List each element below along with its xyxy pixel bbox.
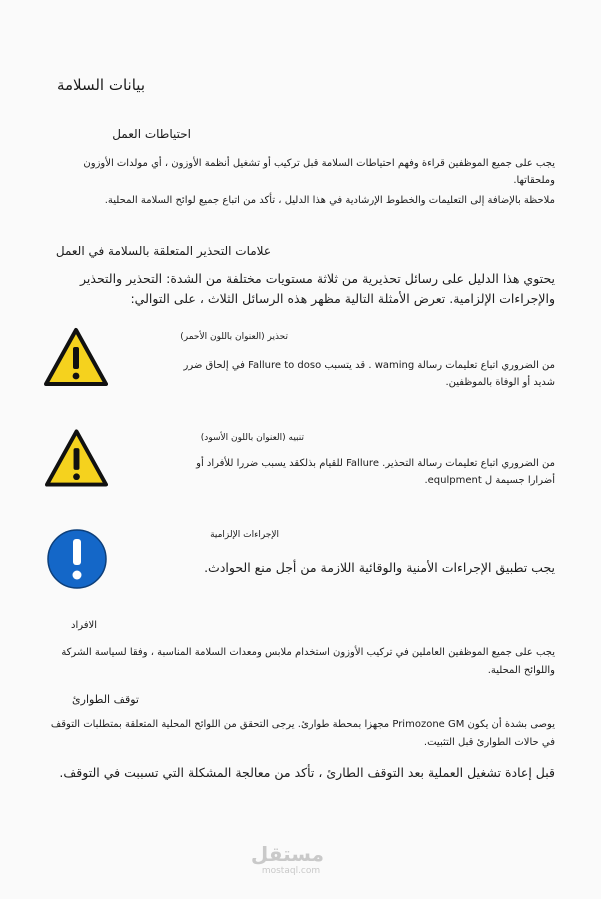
mandatory-action-icon (46, 528, 108, 590)
personnel-paragraph: يجب على جميع الموظفين العاملين في تركيب الأوزون استخدام ملابس ومعدات السلامة المناسبة ، وفقا لسياسة الشركة واللوائح المحلية. (61, 647, 555, 676)
section-heading-work-precautions: احتياطات العمل (112, 127, 191, 141)
warning-caption: تحذير (العنوان باللون الأحمر) (180, 332, 288, 342)
emergency-stop-paragraph: يوصى بشدة أن يكون Primozone GM مجهزا بمحطة طوارئ. يرجى التحقق من اللوائح المحلية المتعلقة بمتطلبات التوقف في حالات الطوارئ قبل التثبيت. (50, 719, 555, 748)
caution-triangle-icon (45, 428, 108, 488)
warning-triangle-icon (44, 327, 108, 387)
watermark-logo (250, 842, 324, 877)
watermark-url: mostaql.com (261, 866, 321, 876)
mandatory-message: يجب تطبيق الإجراءات الأمنية والوقائية اللازمة من أجل منع الحوادث. (204, 560, 555, 575)
section-heading-personnel: الافراد (70, 620, 97, 631)
precautions-paragraph: يجب على جميع الموظفين قراءة وفهم احتياطات السلامة قبل تركيب أو تشغيل أنظمة الأوزون ، أي مولدات الأوزون وملحقاتها. (83, 158, 555, 186)
precautions-note: ملاحظة بالإضافة إلى التعليمات والخطوط الإرشادية في هذا الدليل ، تأكد من اتباع جميع لوائح السلامة المحلية. (104, 195, 555, 206)
mandatory-caption: الإجراءات الإلزامية (210, 530, 279, 540)
section-heading-emergency-stop: توقف الطوارئ (72, 693, 139, 706)
warning-signs-intro: يحتوي هذا الدليل على رسائل تحذيرية من ثلاثة مستويات مختلفة من الشدة: التحذير والتحذير والإجراءات الإلزامية. تعرض الأمثلة التالية مظهر هذه الرسائل الثلاث ، على التوالي: (80, 271, 555, 306)
caution-message: من الضروري اتباع تعليمات رسالة التحذير. Fallure للقيام بذلكقد يسبب ضررا للأفراد أو أضرارا جسيمة ل equlpment. (196, 458, 555, 486)
watermark-brand: مستقل (250, 842, 324, 866)
section-heading-warning-signs: علامات التحذير المتعلقة بالسلامة في العمل (55, 244, 271, 258)
caution-caption: تنبيه (العنوان باللون الأسود) (200, 433, 304, 443)
warning-message: من الضروري اتباع تعليمات رسالة waming . قد يتسبب Fallure to doso في إلحاق ضرر شديد أو الوفاة بالموظفين. (183, 360, 555, 388)
restart-note: قبل إعادة تشغيل العملية بعد التوقف الطارئ ، تأكد من معالجة المشكلة التي تسببت في التوقف. (59, 765, 555, 780)
page-title: بيانات السلامة (56, 76, 145, 94)
